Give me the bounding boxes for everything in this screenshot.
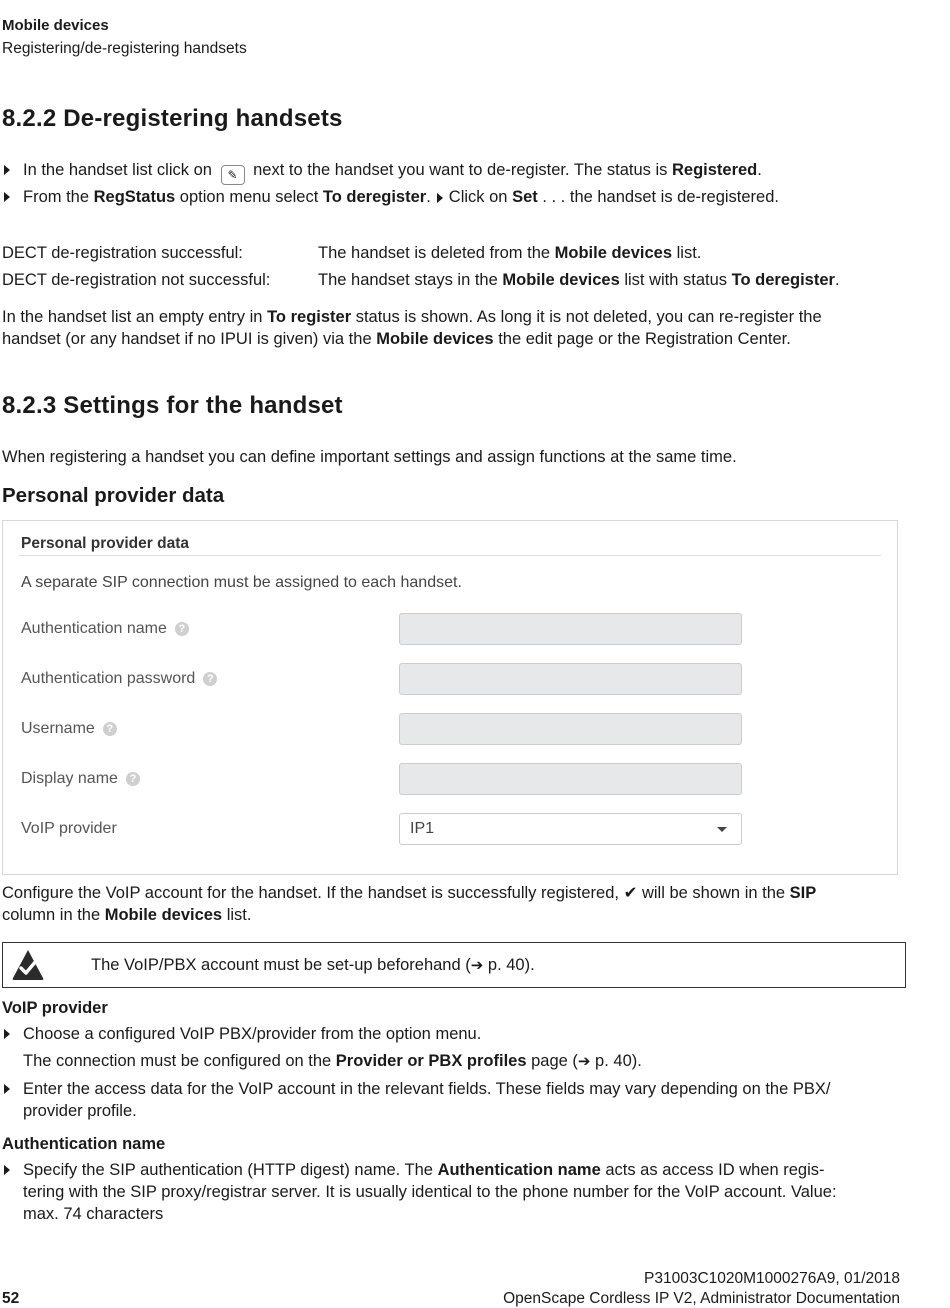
result-text-success: The handset is deleted from the Mobile devices list.	[318, 244, 702, 262]
subheading-personal-provider-data: Personal provider data	[2, 484, 225, 507]
auth-password-label: Authentication password ?	[21, 670, 217, 688]
check-icon: ✔	[623, 884, 638, 902]
notice-text: The VoIP/PBX account must be set-up beforehand (➔ p. 40).	[91, 956, 535, 974]
heading-8-2-2: 8.2.2 De-registering handsets	[2, 105, 343, 132]
pencil-icon: ✎	[221, 165, 245, 185]
page-number: 52	[2, 1290, 20, 1307]
help-icon[interactable]: ?	[103, 722, 117, 736]
footer-doc-name: OpenScape Cordless IP V2, Administrator Documentation	[503, 1290, 900, 1307]
help-icon[interactable]: ?	[126, 772, 140, 786]
display-name-input[interactable]	[399, 763, 742, 795]
panel-note: A separate SIP connection must be assigned to each handset.	[21, 574, 462, 591]
result-text-failure: The handset stays in the Mobile devices list with status To deregister.	[318, 271, 840, 289]
panel-title: Personal provider data	[21, 535, 189, 552]
arrow-right-icon: ➔	[577, 1053, 591, 1070]
help-icon[interactable]: ?	[175, 622, 189, 636]
result-label-success: DECT de-registration successful:	[2, 244, 243, 262]
panel-divider	[19, 555, 881, 556]
paragraph-reregister: In the handset list an empty entry in To register status is shown. As long it is not deleted, you can re-register the handset (or any handset if no IPUI is given) via the Mobile devices the edit page or the Registration Center.	[2, 308, 822, 348]
help-icon[interactable]: ?	[203, 672, 217, 686]
heading-8-2-3: 8.2.3 Settings for the handset	[2, 392, 343, 419]
username-label: Username ?	[21, 720, 117, 738]
auth-password-input[interactable]	[399, 663, 742, 695]
subheading-voip-provider: VoIP provider	[2, 999, 108, 1017]
bullet-triangle-icon	[4, 192, 10, 202]
personal-provider-panel	[2, 520, 898, 875]
result-label-failure: DECT de-registration not successful:	[2, 271, 271, 289]
bullet-triangle-icon	[4, 1029, 10, 1039]
bullet-triangle-icon	[4, 1165, 10, 1175]
auth-name-input[interactable]	[399, 613, 742, 645]
step-triangle-icon	[437, 193, 443, 203]
voip-provider-value: IP1	[410, 820, 435, 837]
bullet-triangle-icon	[4, 165, 10, 175]
notice-check-triangle-icon	[11, 948, 45, 982]
paragraph-configure: Configure the VoIP account for the handset. If the handset is successfully registered, ✔ will be shown in the SIP column in the Mobile devices list.	[2, 884, 817, 924]
footer-doc-id: P31003C1020M1000276A9, 01/2018	[644, 1270, 900, 1287]
voip-provider-label: VoIP provider	[21, 820, 117, 837]
voip-provider-note: The connection must be configured on the Provider or PBX profiles page (➔ p. 40).	[23, 1052, 642, 1070]
running-header-section: Registering/de-registering handsets	[2, 40, 247, 57]
subheading-authentication-name: Authentication name	[2, 1135, 166, 1153]
username-input[interactable]	[399, 713, 742, 745]
display-name-label: Display name ?	[21, 770, 140, 788]
intro-paragraph: When registering a handset you can define important settings and assign functions at the same time.	[2, 448, 737, 466]
voip-provider-select[interactable]	[399, 813, 742, 845]
arrow-right-icon: ➔	[470, 957, 484, 974]
notice-box	[2, 942, 906, 988]
chevron-down-icon	[717, 827, 727, 832]
running-header-chapter: Mobile devices	[2, 17, 109, 34]
bullet-triangle-icon	[4, 1084, 10, 1094]
auth-name-label: Authentication name ?	[21, 620, 189, 638]
